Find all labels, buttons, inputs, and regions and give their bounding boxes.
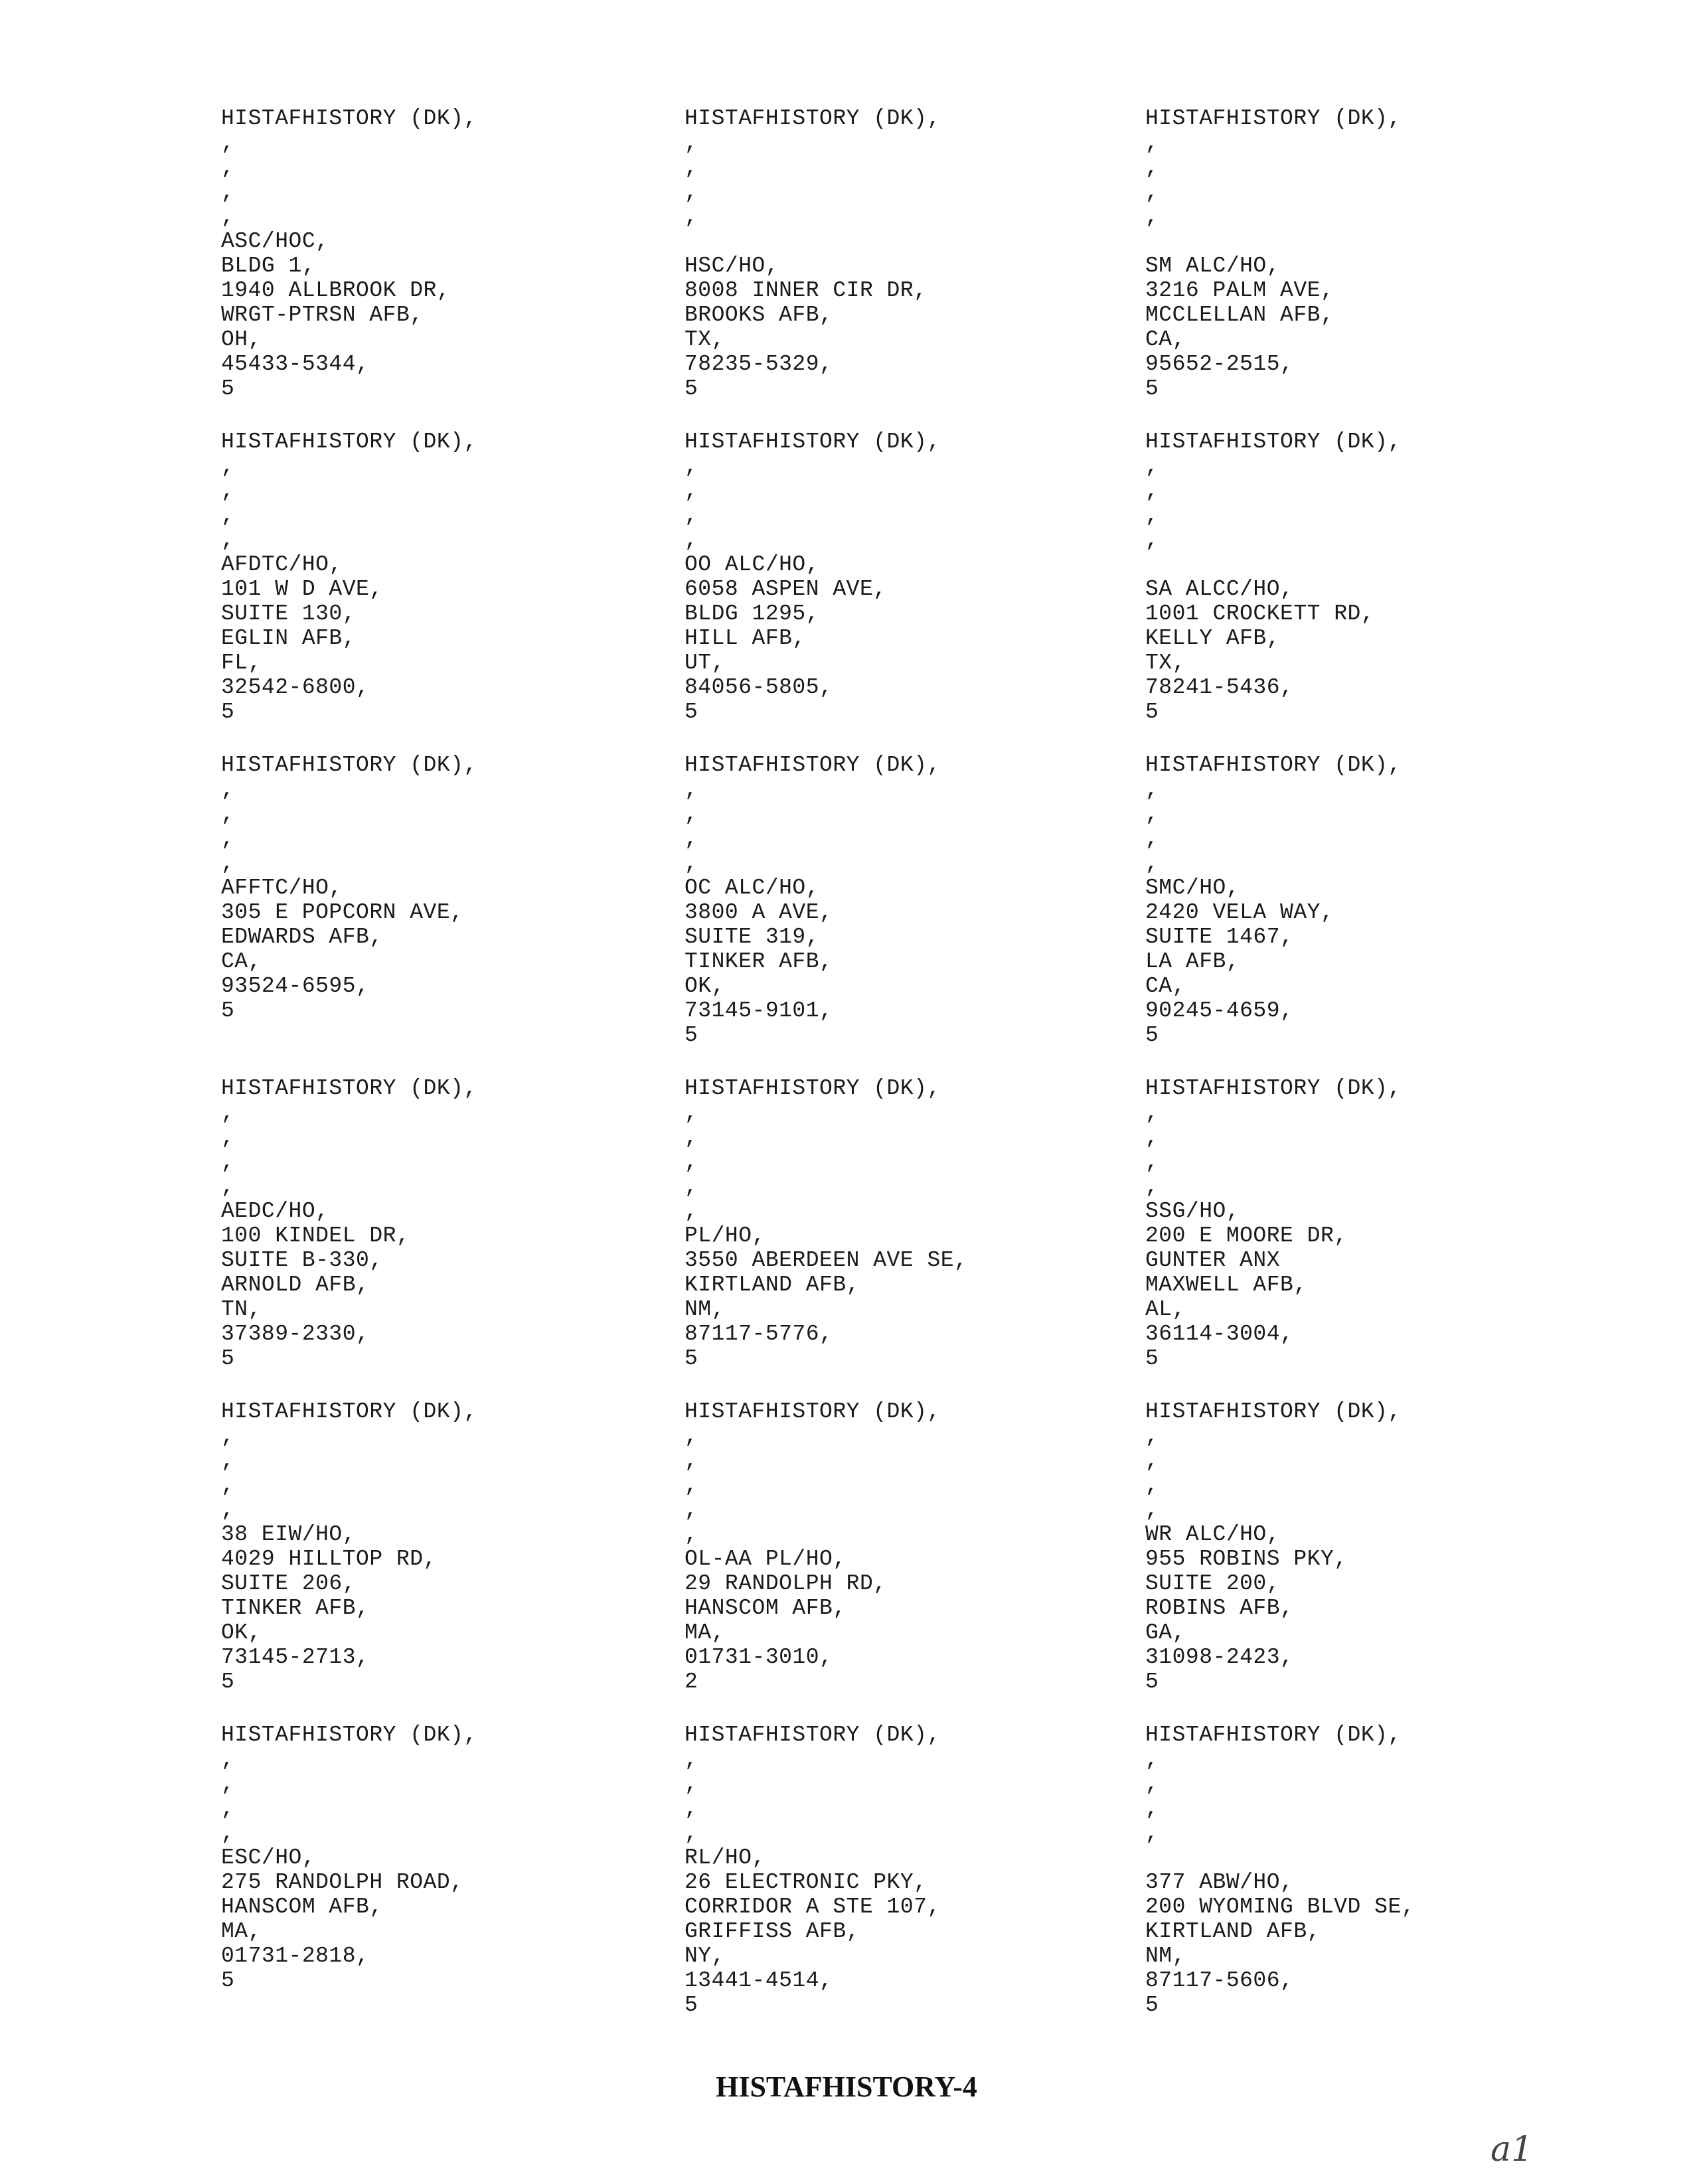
label-line: HANSCOM AFB, <box>685 1596 846 1620</box>
label-line: , <box>1145 454 1159 479</box>
label-line: , <box>221 1498 235 1522</box>
label-line: OL-AA PL/HO, <box>685 1547 846 1571</box>
label-line: WRGT-PTRSN AFB, <box>221 303 424 327</box>
label-line: HISTAFHISTORY (DK), <box>685 1399 941 1424</box>
label-line: 5 <box>1145 1023 1159 1048</box>
label-line: SUITE B-330, <box>221 1248 383 1273</box>
label-line: HISTAFHISTORY (DK), <box>685 1723 941 1747</box>
label-line: 5 <box>685 1023 698 1048</box>
label-line: AFDTC/HO, <box>221 552 343 577</box>
label-line: GA, <box>1145 1620 1186 1645</box>
label-line: HISTAFHISTORY (DK), <box>1145 106 1402 131</box>
label-line: , <box>1145 1796 1159 1821</box>
label-line: , <box>685 826 698 851</box>
label-line: , <box>685 777 698 802</box>
label-line: , <box>221 851 235 876</box>
label-line: 200 E MOORE DR, <box>1145 1223 1348 1248</box>
label-line: , <box>1145 528 1159 552</box>
label-line: GUNTER ANX <box>1145 1248 1281 1273</box>
label-line: 305 E POPCORN AVE, <box>221 900 464 925</box>
label-line: 93524-6595, <box>221 974 370 998</box>
label-line: MA, <box>685 1620 725 1645</box>
label-line: BROOKS AFB, <box>685 303 833 327</box>
label-line: OH, <box>221 327 262 352</box>
label-line: , <box>221 1448 235 1473</box>
label-line: 5 <box>685 700 698 724</box>
label-line: 84056-5805, <box>685 675 833 700</box>
label-line: 5 <box>1145 1993 1159 2017</box>
label-line: NY, <box>685 1944 725 1968</box>
mailing-label <box>1145 1723 1483 2046</box>
label-line: , <box>221 1772 235 1796</box>
label-line: CA, <box>1145 327 1186 352</box>
label-line: , <box>1145 503 1159 528</box>
label-line: 2420 VELA WAY, <box>1145 900 1334 925</box>
label-line: , <box>221 1796 235 1821</box>
label-line: ASC/HOC, <box>221 229 329 254</box>
label-line: , <box>685 1772 698 1796</box>
label-line: , <box>1145 204 1159 229</box>
label-line: SUITE 1467, <box>1145 925 1294 949</box>
label-line: HISTAFHISTORY (DK), <box>685 429 941 454</box>
label-line <box>685 229 1145 254</box>
label-line: , <box>685 1150 698 1174</box>
label-line: 6058 ASPEN AVE, <box>685 577 887 601</box>
label-line: HANSCOM AFB, <box>221 1895 383 1919</box>
label-line: 01731-3010, <box>685 1645 833 1670</box>
label-line: AEDC/HO, <box>221 1199 329 1223</box>
label-line: SUITE 319, <box>685 925 820 949</box>
label-line: 3550 ABERDEEN AVE SE, <box>685 1248 968 1273</box>
label-line <box>1145 552 1483 577</box>
label-line: , <box>685 1498 698 1522</box>
label-line: FL, <box>221 651 262 675</box>
label-line: 101 W D AVE, <box>221 577 383 601</box>
label-line: , <box>221 802 235 826</box>
label-line: 200 WYOMING BLVD SE, <box>1145 1895 1415 1919</box>
label-line: BLDG 1, <box>221 254 316 278</box>
label-line: 95652-2515, <box>1145 352 1294 376</box>
label-line: , <box>685 802 698 826</box>
label-line: HSC/HO, <box>685 254 779 278</box>
label-line: , <box>685 131 698 155</box>
label-line: CA, <box>221 949 262 974</box>
label-line: BLDG 1295, <box>685 601 820 626</box>
mailing-label <box>1145 106 1483 429</box>
label-line: HISTAFHISTORY (DK), <box>685 753 941 777</box>
label-line: 73145-2713, <box>221 1645 370 1670</box>
label-line: UT, <box>685 651 725 675</box>
label-line: 3216 PALM AVE, <box>1145 278 1334 303</box>
label-line: , <box>685 1174 698 1199</box>
label-line: 1001 CROCKETT RD, <box>1145 601 1375 626</box>
label-line: , <box>685 454 698 479</box>
label-line: , <box>685 1522 698 1547</box>
mailing-label <box>1145 429 1483 753</box>
label-line: EDWARDS AFB, <box>221 925 383 949</box>
label-line: , <box>221 1101 235 1125</box>
label-line: , <box>1145 180 1159 204</box>
label-line: , <box>1145 1424 1159 1448</box>
page-footer: HISTAFHISTORY-4 <box>716 2070 977 2103</box>
label-line: 87117-5606, <box>1145 1968 1294 1993</box>
label-line: , <box>685 1125 698 1150</box>
label-line: RL/HO, <box>685 1845 766 1870</box>
label-line: 5 <box>221 998 235 1023</box>
label-line: 87117-5776, <box>685 1322 833 1346</box>
label-line: 5 <box>221 1670 235 1694</box>
mailing-label <box>685 753 1145 1076</box>
label-line: MAXWELL AFB, <box>1145 1273 1307 1297</box>
label-line: , <box>1145 1747 1159 1772</box>
label-line: 36114-3004, <box>1145 1322 1294 1346</box>
label-line: , <box>685 1424 698 1448</box>
label-line: HISTAFHISTORY (DK), <box>1145 1076 1402 1101</box>
label-line: OK, <box>221 1620 262 1645</box>
label-line: HISTAFHISTORY (DK), <box>1145 1723 1402 1747</box>
label-line: , <box>685 180 698 204</box>
mailing-label-grid <box>221 106 1483 2046</box>
label-line: , <box>685 528 698 552</box>
label-line: , <box>221 1424 235 1448</box>
label-line: , <box>1145 479 1159 503</box>
label-line: SA ALCC/HO, <box>1145 577 1294 601</box>
label-line: , <box>1145 1772 1159 1796</box>
label-line: , <box>685 1101 698 1125</box>
label-line: SUITE 130, <box>221 601 357 626</box>
mailing-label <box>685 429 1145 753</box>
label-line: 3800 A AVE, <box>685 900 833 925</box>
label-line: , <box>221 777 235 802</box>
label-line: 38 EIW/HO, <box>221 1522 357 1547</box>
label-line: OK, <box>685 974 725 998</box>
mailing-label <box>221 1076 685 1399</box>
label-line: , <box>1145 1101 1159 1125</box>
label-line: 100 KINDEL DR, <box>221 1223 410 1248</box>
label-line: 45433-5344, <box>221 352 370 376</box>
label-line: , <box>221 1473 235 1498</box>
label-line: 5 <box>221 1346 235 1371</box>
label-line: ARNOLD AFB, <box>221 1273 370 1297</box>
label-line: ESC/HO, <box>221 1845 316 1870</box>
label-line: LA AFB, <box>1145 949 1240 974</box>
label-line: TX, <box>1145 651 1186 675</box>
label-line: , <box>221 503 235 528</box>
label-line: , <box>1145 1821 1159 1845</box>
label-line: SMC/HO, <box>1145 876 1240 900</box>
label-line: 5 <box>221 376 235 401</box>
label-line: , <box>1145 1150 1159 1174</box>
label-line: SUITE 200, <box>1145 1571 1281 1596</box>
label-line: HISTAFHISTORY (DK), <box>221 429 477 454</box>
label-line: , <box>1145 777 1159 802</box>
label-line: , <box>221 204 235 229</box>
label-line: 5 <box>1145 1670 1159 1694</box>
label-line <box>1145 229 1483 254</box>
label-line: KIRTLAND AFB, <box>1145 1919 1321 1944</box>
label-line: NM, <box>1145 1944 1186 1968</box>
mailing-label <box>221 1399 685 1723</box>
label-line: , <box>221 1150 235 1174</box>
label-line: HISTAFHISTORY (DK), <box>1145 429 1402 454</box>
label-line: , <box>221 1747 235 1772</box>
label-line: , <box>221 826 235 851</box>
label-line: 5 <box>1145 1346 1159 1371</box>
label-line: , <box>685 1199 698 1223</box>
label-line: 5 <box>685 1346 698 1371</box>
label-line: 8008 INNER CIR DR, <box>685 278 927 303</box>
label-line: , <box>685 1448 698 1473</box>
label-line: 78235-5329, <box>685 352 833 376</box>
label-line: , <box>1145 826 1159 851</box>
label-line: 377 ABW/HO, <box>1145 1870 1294 1895</box>
label-line: , <box>685 1747 698 1772</box>
label-line: 5 <box>685 1993 698 2017</box>
label-line: , <box>685 1796 698 1821</box>
label-line: TN, <box>221 1297 262 1322</box>
label-line: 955 ROBINS PKY, <box>1145 1547 1348 1571</box>
mailing-label <box>221 106 685 429</box>
mailing-label <box>221 429 685 753</box>
label-line: HISTAFHISTORY (DK), <box>221 753 477 777</box>
label-line: , <box>1145 851 1159 876</box>
mailing-label <box>685 1723 1145 2046</box>
label-line: , <box>221 1174 235 1199</box>
label-line: 2 <box>685 1670 698 1694</box>
label-line: , <box>685 1473 698 1498</box>
label-line: ROBINS AFB, <box>1145 1596 1294 1620</box>
label-line: , <box>221 528 235 552</box>
label-line: , <box>1145 155 1159 180</box>
handwritten-page-mark: a1 <box>1491 2130 1534 2169</box>
label-line: TINKER AFB, <box>221 1596 370 1620</box>
label-line: AL, <box>1145 1297 1186 1322</box>
label-line: HISTAFHISTORY (DK), <box>1145 1399 1402 1424</box>
label-line: 5 <box>1145 376 1159 401</box>
label-line: 73145-9101, <box>685 998 833 1023</box>
label-line: 78241-5436, <box>1145 675 1294 700</box>
label-line: HISTAFHISTORY (DK), <box>221 1723 477 1747</box>
label-line: 31098-2423, <box>1145 1645 1294 1670</box>
label-line: CA, <box>1145 974 1186 998</box>
label-line: 01731-2818, <box>221 1944 370 1968</box>
label-line: HISTAFHISTORY (DK), <box>221 106 477 131</box>
label-line: , <box>221 1125 235 1150</box>
label-line: 5 <box>1145 700 1159 724</box>
label-line: SSG/HO, <box>1145 1199 1240 1223</box>
label-line: AFFTC/HO, <box>221 876 343 900</box>
label-line: 5 <box>221 700 235 724</box>
mailing-label <box>1145 1076 1483 1399</box>
label-line: , <box>685 1821 698 1845</box>
label-line: 275 RANDOLPH ROAD, <box>221 1870 464 1895</box>
label-line: SUITE 206, <box>221 1571 357 1596</box>
label-line: , <box>221 131 235 155</box>
label-line: OO ALC/HO, <box>685 552 820 577</box>
label-line: , <box>221 155 235 180</box>
label-line: , <box>1145 1125 1159 1150</box>
label-line: , <box>1145 1174 1159 1199</box>
label-line: HISTAFHISTORY (DK), <box>221 1399 477 1424</box>
mailing-label <box>1145 753 1483 1076</box>
label-line: WR ALC/HO, <box>1145 1522 1281 1547</box>
label-line: 13441-4514, <box>685 1968 833 1993</box>
mailing-label <box>221 753 685 1076</box>
label-line: 32542-6800, <box>221 675 370 700</box>
label-line: , <box>685 155 698 180</box>
label-line: HISTAFHISTORY (DK), <box>685 106 941 131</box>
label-line: HISTAFHISTORY (DK), <box>685 1076 941 1101</box>
label-line: , <box>221 479 235 503</box>
label-line: NM, <box>685 1297 725 1322</box>
label-line: CORRIDOR A STE 107, <box>685 1895 941 1919</box>
label-line: HISTAFHISTORY (DK), <box>1145 753 1402 777</box>
label-line: , <box>1145 802 1159 826</box>
label-line: 37389-2330, <box>221 1322 370 1346</box>
label-line: KELLY AFB, <box>1145 626 1281 651</box>
label-line: , <box>685 204 698 229</box>
label-line: , <box>221 1821 235 1845</box>
label-line: 90245-4659, <box>1145 998 1294 1023</box>
label-line: , <box>221 180 235 204</box>
label-line: , <box>685 851 698 876</box>
label-line: OC ALC/HO, <box>685 876 820 900</box>
label-line: KIRTLAND AFB, <box>685 1273 860 1297</box>
label-line: SM ALC/HO, <box>1145 254 1281 278</box>
label-line: , <box>685 503 698 528</box>
mailing-label <box>685 1399 1145 1723</box>
label-line: PL/HO, <box>685 1223 766 1248</box>
label-line: MCCLELLAN AFB, <box>1145 303 1334 327</box>
label-line: 5 <box>221 1968 235 1993</box>
label-line: EGLIN AFB, <box>221 626 357 651</box>
mailing-label <box>685 1076 1145 1399</box>
label-line: 4029 HILLTOP RD, <box>221 1547 437 1571</box>
label-line: TINKER AFB, <box>685 949 833 974</box>
label-line: , <box>685 479 698 503</box>
mailing-label <box>685 106 1145 429</box>
label-line: , <box>221 454 235 479</box>
mailing-label <box>221 1723 685 2046</box>
label-line: GRIFFISS AFB, <box>685 1919 860 1944</box>
label-line: HISTAFHISTORY (DK), <box>221 1076 477 1101</box>
label-line: 29 RANDOLPH RD, <box>685 1571 887 1596</box>
label-line: TX, <box>685 327 725 352</box>
label-line <box>1145 1845 1483 1870</box>
label-line: HILL AFB, <box>685 626 806 651</box>
label-line: 1940 ALLBROOK DR, <box>221 278 451 303</box>
label-line: , <box>1145 131 1159 155</box>
label-line: 5 <box>685 376 698 401</box>
label-line: , <box>1145 1473 1159 1498</box>
label-line: , <box>1145 1498 1159 1522</box>
label-line: MA, <box>221 1919 262 1944</box>
label-line: 26 ELECTRONIC PKY, <box>685 1870 927 1895</box>
label-line: , <box>1145 1448 1159 1473</box>
mailing-label <box>1145 1399 1483 1723</box>
